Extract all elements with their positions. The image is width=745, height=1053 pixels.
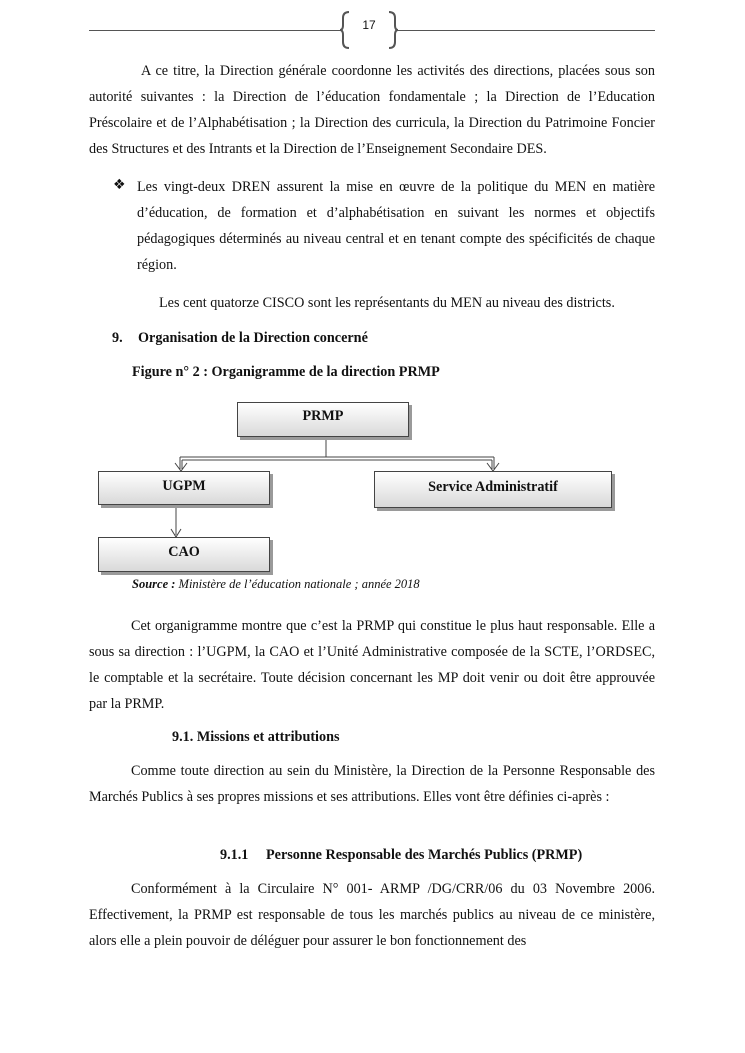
figure-caption: Figure n° 2 : Organigramme de la direction PRMP bbox=[132, 364, 440, 380]
paragraph-direction-generale: A ce titre, la Direction générale coordonne les activités des directions, placées sous son autorité suivantes : la Direction de l’éducation fondamentale ; la Direction de l’Education Préscolaire et de l’Alphabétisation ; la Direction des curricula, la Direction du Patrimoine Foncier des Structures et des Intrants et la Direction de l’Enseignement Secondaire DES. bbox=[89, 63, 655, 157]
section-9-1-1-title: Personne Responsable des Marchés Publics (PRMP) bbox=[266, 847, 583, 863]
paragraph-circulaire: Conformément à la Circulaire N° 001- ARMP /DG/CRR/06 du 03 Novembre 2006. Effectivement, la PRMP est responsable de tous les marchés publics au niveau de ce ministère, alors elle a plein pouvoir de déléguer pour assurer le bon fonctionnement des bbox=[89, 881, 655, 949]
section-9-1-1-number: 9.1.1 bbox=[220, 847, 249, 863]
org-box-prmp: PRMP bbox=[237, 402, 409, 437]
paragraph-missions: Comme toute direction au sein du Ministère, la Direction de la Personne Responsable des Marchés Publics à ses propres missions et ses attributions. Elles vont être définies ci-après : bbox=[89, 763, 655, 805]
paragraph-cisco: Les cent quatorze CISCO sont les représentants du MEN au niveau des districts. bbox=[159, 295, 615, 311]
page-number: 17 bbox=[362, 18, 376, 32]
source-label: Source : bbox=[132, 577, 176, 591]
source-text: Ministère de l’éducation nationale ; année 2018 bbox=[178, 577, 420, 591]
bullet-icon: ❖ bbox=[113, 177, 126, 193]
org-box-ugpm: UGPM bbox=[98, 471, 270, 505]
figure-source bbox=[132, 577, 420, 592]
section-9-number: 9. bbox=[112, 330, 123, 346]
org-box-cao: CAO bbox=[98, 537, 270, 572]
bullet-dren: Les vingt-deux DREN assurent la mise en œuvre de la politique du MEN en matière d’éducation, de formation et d’alphabétisation en suivant les normes et objectifs pédagogiques déterminés au niveau central et en tenant compte des spécificités de chaque région. bbox=[137, 179, 655, 273]
section-9-title: Organisation de la Direction concerné bbox=[138, 330, 368, 346]
paragraph-organigramme: Cet organigramme montre que c’est la PRMP qui constitue le plus haut responsable. Elle a sous sa direction : l’UGPM, la CAO et l’Unité Administrative composée de la SCTE, l’ORDSEC, le comptable et la secrétaire. Toute décision concernant les MP doit venir ou doit être approuvée par la PRMP. bbox=[89, 618, 655, 712]
section-9-1-title: 9.1. Missions et attributions bbox=[172, 729, 340, 745]
org-box-service-administratif: Service Administratif bbox=[374, 471, 612, 508]
